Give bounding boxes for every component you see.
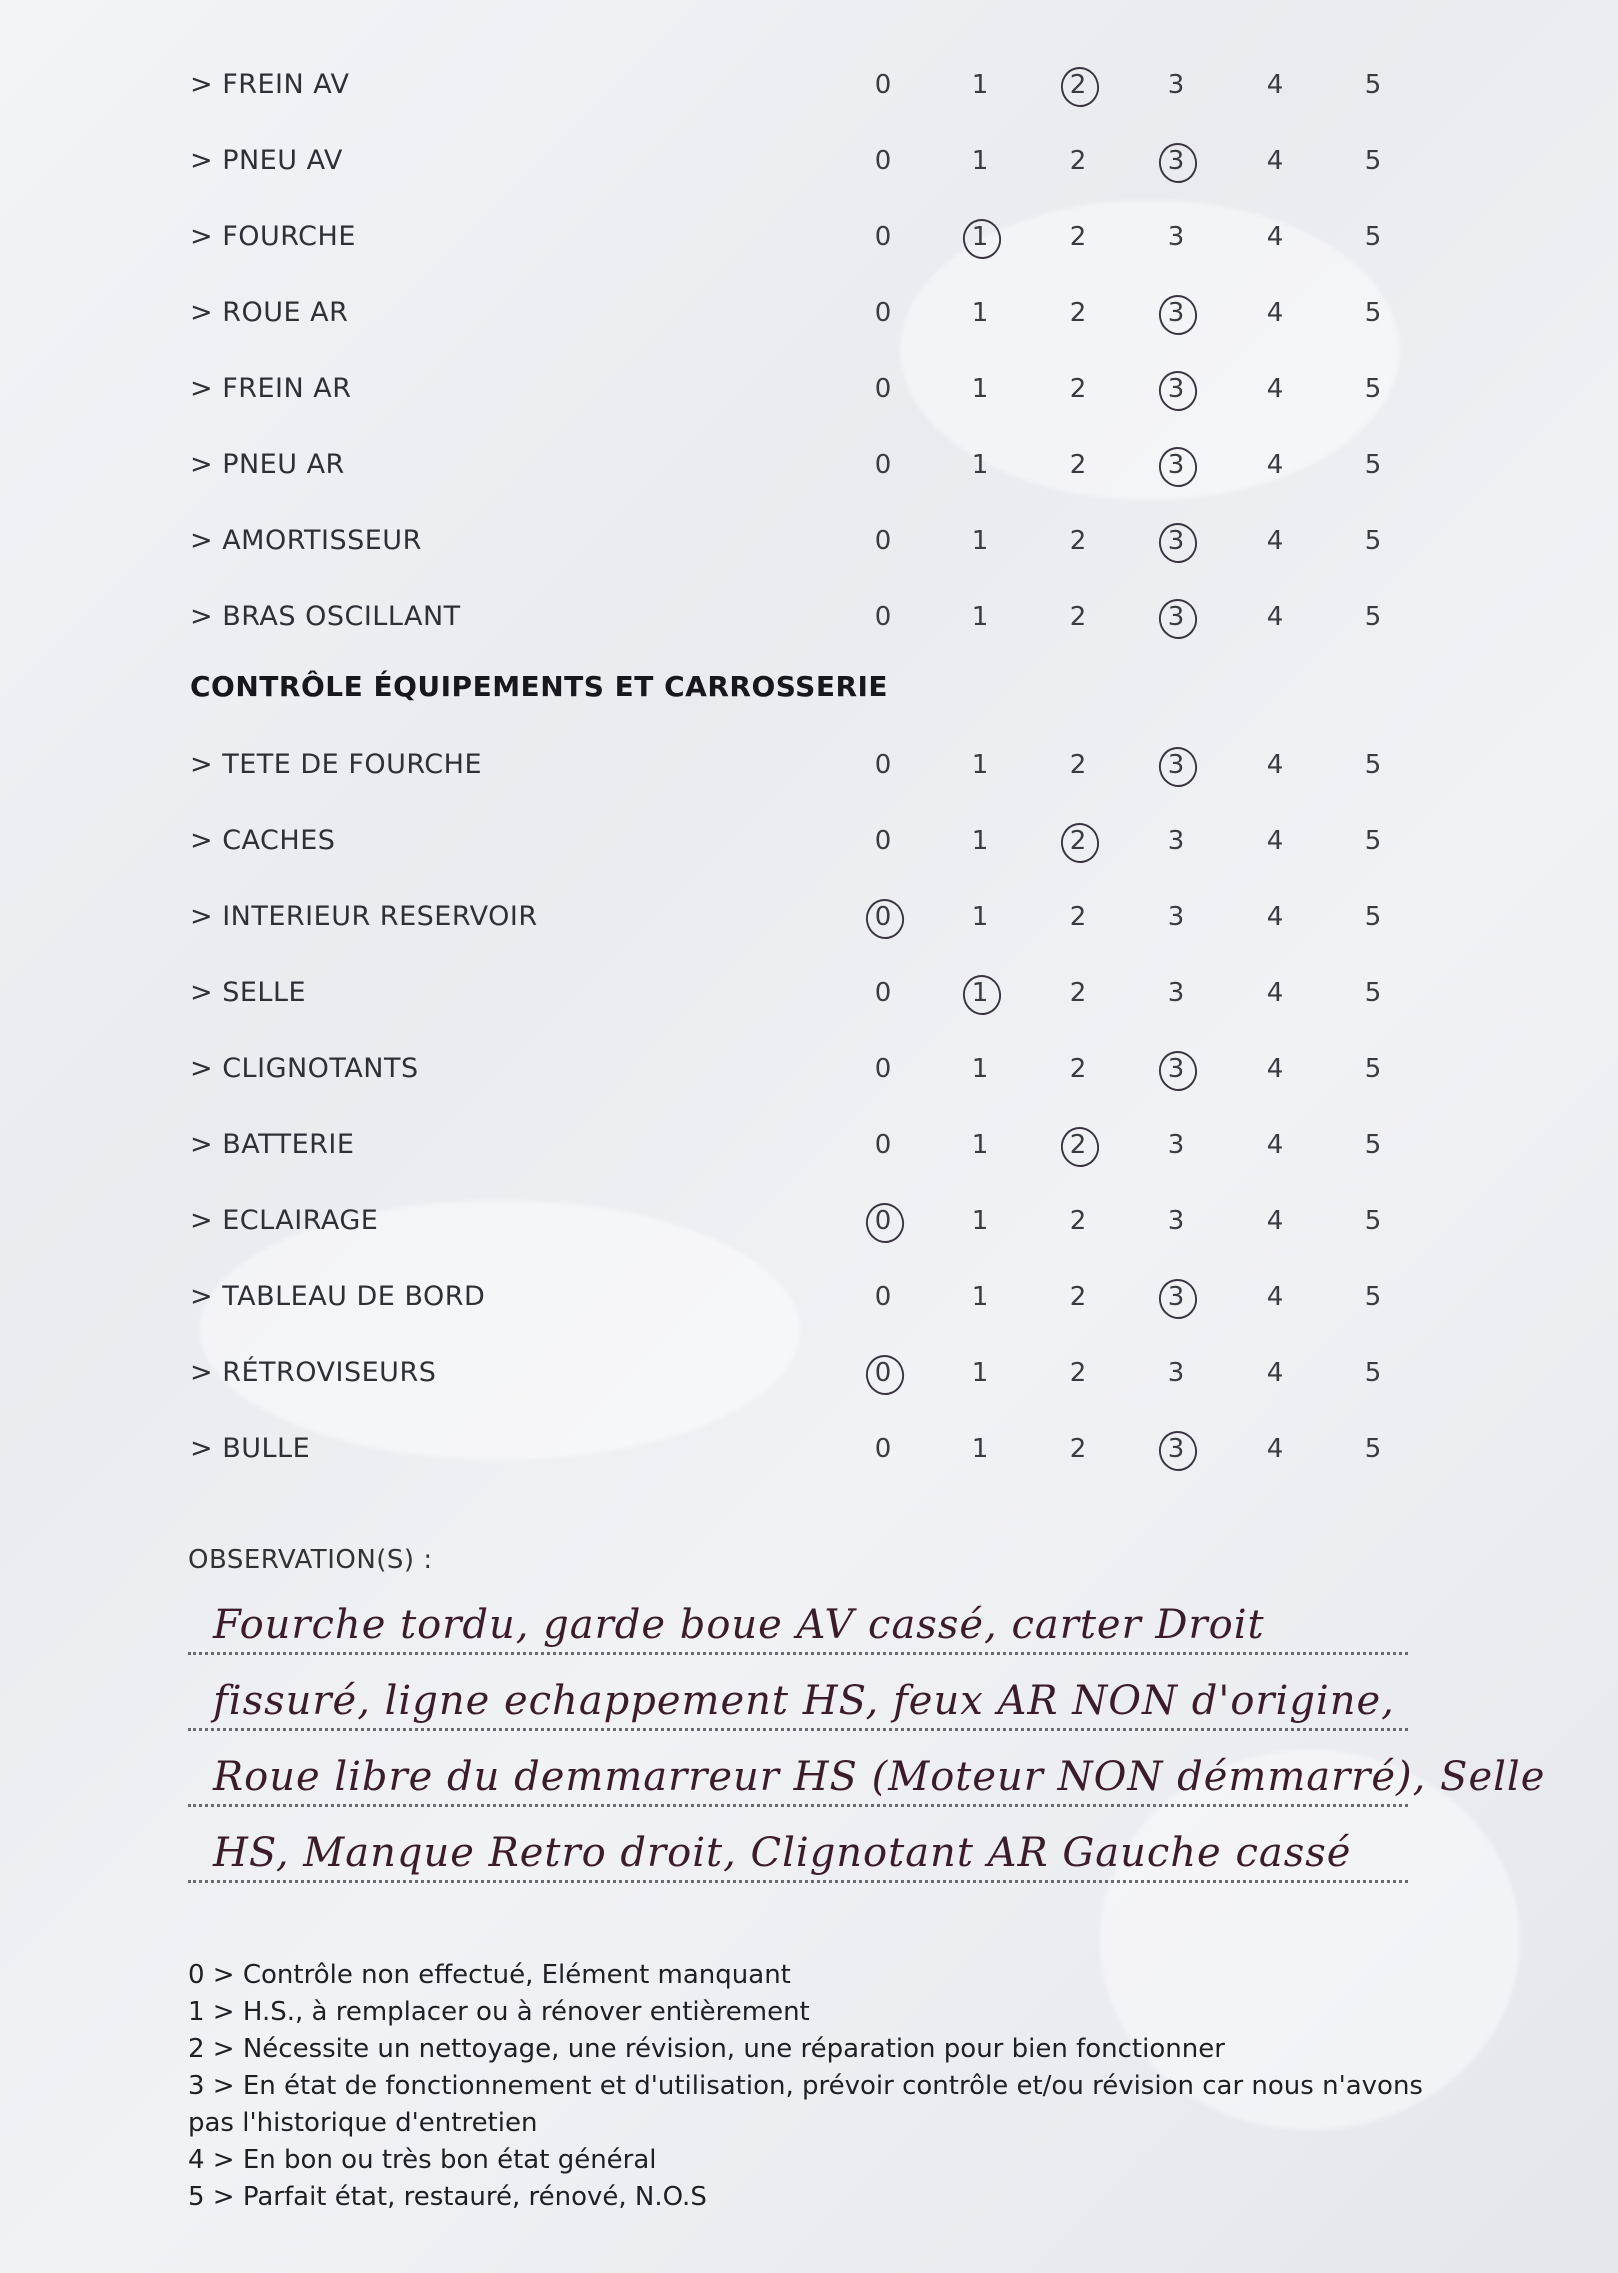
score-circled: 3: [1146, 1429, 1206, 1469]
item-label: > FOURCHE: [190, 221, 356, 252]
score-option: 1: [971, 1282, 989, 1312]
score-option: 0: [874, 602, 892, 632]
score-option: 5: [1364, 1358, 1382, 1388]
score-option: 3: [1167, 826, 1185, 856]
legend-item: 5 > Parfait état, restauré, rénové, N.O.S: [188, 2182, 707, 2212]
score-circled: 3: [1146, 293, 1206, 333]
score-option: 5: [1364, 1206, 1382, 1236]
score-option: 2: [1069, 146, 1087, 176]
score-option: 5: [1364, 374, 1382, 404]
score-option: 0: [874, 374, 892, 404]
score-option: 2: [1069, 526, 1087, 556]
checklist-row: [0, 1353, 1618, 1393]
score-option: 5: [1364, 1054, 1382, 1084]
score-option: 4: [1266, 146, 1284, 176]
score-circled: 0: [853, 1201, 913, 1241]
score-option: 4: [1266, 450, 1284, 480]
score-option: 4: [1266, 902, 1284, 932]
checklist-row: [0, 65, 1618, 105]
legend-item: 4 > En bon ou très bon état général: [188, 2145, 657, 2175]
observation-line: [188, 1580, 1408, 1655]
score-option: 0: [874, 1054, 892, 1084]
score-option: 0: [874, 978, 892, 1008]
score-option: 3: [1167, 1358, 1185, 1388]
score-option: 1: [971, 450, 989, 480]
score-option: 0: [874, 1282, 892, 1312]
score-option: 5: [1364, 1130, 1382, 1160]
score-option: 4: [1266, 70, 1284, 100]
score-option: 3: [1167, 978, 1185, 1008]
item-label: > BATTERIE: [190, 1129, 355, 1160]
score-option: 3: [1167, 1130, 1185, 1160]
score-option: 1: [971, 1054, 989, 1084]
score-option: 4: [1266, 222, 1284, 252]
score-option: 1: [971, 1358, 989, 1388]
score-option: 1: [971, 1434, 989, 1464]
checklist-row: [0, 897, 1618, 937]
score-circled: 1: [950, 217, 1010, 257]
score-option: 5: [1364, 70, 1382, 100]
score-option: 1: [971, 146, 989, 176]
observation-line: [188, 1732, 1546, 1807]
checklist-row: [0, 821, 1618, 861]
score-option: 5: [1364, 826, 1382, 856]
score-option: 5: [1364, 1434, 1382, 1464]
checklist-row: [0, 1277, 1618, 1317]
score-option: 1: [971, 374, 989, 404]
score-option: 4: [1266, 1206, 1284, 1236]
score-option: 4: [1266, 602, 1284, 632]
score-option: 1: [971, 902, 989, 932]
score-option: 0: [874, 1434, 892, 1464]
item-label: > BRAS OSCILLANT: [190, 601, 461, 632]
item-label: > AMORTISSEUR: [190, 525, 422, 556]
score-option: 5: [1364, 750, 1382, 780]
score-circled: 3: [1146, 597, 1206, 637]
score-option: 0: [874, 826, 892, 856]
score-option: 3: [1167, 70, 1185, 100]
score-option: 4: [1266, 826, 1284, 856]
checklist-row: [0, 293, 1618, 333]
score-option: 4: [1266, 1130, 1284, 1160]
item-label: > RÉTROVISEURS: [190, 1357, 437, 1388]
score-option: 1: [971, 1206, 989, 1236]
score-option: 2: [1069, 1206, 1087, 1236]
score-circled: 3: [1146, 1049, 1206, 1089]
score-circled: 3: [1146, 521, 1206, 561]
score-option: 3: [1167, 222, 1185, 252]
score-option: 3: [1167, 1206, 1185, 1236]
item-label: > PNEU AV: [190, 145, 343, 176]
score-option: 5: [1364, 526, 1382, 556]
score-option: 4: [1266, 750, 1284, 780]
score-option: 2: [1069, 374, 1087, 404]
score-option: 5: [1364, 146, 1382, 176]
checklist-row: [0, 141, 1618, 181]
score-option: 1: [971, 298, 989, 328]
checklist-row: [0, 521, 1618, 561]
observation-text: Fourche tordu, garde boue AV cassé, carter Droit: [213, 1602, 1265, 1648]
score-option: 2: [1069, 978, 1087, 1008]
observation-line: [188, 1808, 1408, 1883]
score-option: 1: [971, 826, 989, 856]
score-circled: 3: [1146, 445, 1206, 485]
score-option: 0: [874, 1130, 892, 1160]
score-option: 2: [1069, 1282, 1087, 1312]
score-option: 2: [1069, 1358, 1087, 1388]
item-label: > SELLE: [190, 977, 307, 1008]
item-label: > BULLE: [190, 1433, 311, 1464]
checklist-row: [0, 217, 1618, 257]
score-option: 5: [1364, 902, 1382, 932]
score-circled: 3: [1146, 1277, 1206, 1317]
legend-item: 0 > Contrôle non effectué, Elément manquant: [188, 1960, 791, 1990]
item-label: > ECLAIRAGE: [190, 1205, 379, 1236]
score-option: 5: [1364, 1282, 1382, 1312]
score-option: 2: [1069, 750, 1087, 780]
observations-label: OBSERVATION(S) :: [188, 1545, 433, 1575]
checklist-row: [0, 369, 1618, 409]
checklist-row: [0, 1201, 1618, 1241]
score-option: 4: [1266, 298, 1284, 328]
score-option: 5: [1364, 222, 1382, 252]
legend-item: 3 > En état de fonctionnement et d'utilisation, prévoir contrôle et/ou révision car nous n'avons pas l'historique d'entretien: [188, 2071, 1423, 2138]
item-label: > PNEU AR: [190, 449, 345, 480]
score-option: 4: [1266, 1054, 1284, 1084]
item-label: > TETE DE FOURCHE: [190, 749, 482, 780]
item-label: > FREIN AV: [190, 69, 350, 100]
item-label: > ROUE AR: [190, 297, 349, 328]
score-option: 2: [1069, 298, 1087, 328]
score-circled: 0: [853, 1353, 913, 1393]
score-option: 1: [971, 526, 989, 556]
legend-item: 1 > H.S., à remplacer ou à rénover entièrement: [188, 1997, 810, 2027]
score-option: 2: [1069, 902, 1087, 932]
score-option: 0: [874, 222, 892, 252]
score-option: 1: [971, 70, 989, 100]
score-option: 4: [1266, 1358, 1284, 1388]
score-circled: 3: [1146, 141, 1206, 181]
score-option: 4: [1266, 1434, 1284, 1464]
score-option: 0: [874, 750, 892, 780]
item-label: > TABLEAU DE BORD: [190, 1281, 486, 1312]
score-circled: 2: [1048, 65, 1108, 105]
score-circled: 1: [950, 973, 1010, 1013]
score-circled: 3: [1146, 745, 1206, 785]
item-label: > CACHES: [190, 825, 336, 856]
observation-text: HS, Manque Retro droit, Clignotant AR Gauche cassé: [213, 1830, 1352, 1876]
legend-item: 2 > Nécessite un nettoyage, une révision, une réparation pour bien fonctionner: [188, 2034, 1225, 2064]
score-option: 5: [1364, 602, 1382, 632]
score-option: 0: [874, 526, 892, 556]
section-title: CONTRÔLE ÉQUIPEMENTS ET CARROSSERIE: [190, 670, 889, 703]
score-option: 5: [1364, 298, 1382, 328]
score-circled: 0: [853, 897, 913, 937]
checklist-row: [0, 745, 1618, 785]
checklist-row: [0, 1429, 1618, 1469]
score-option: 4: [1266, 1282, 1284, 1312]
item-label: > INTERIEUR RESERVOIR: [190, 901, 538, 932]
score-circled: 3: [1146, 369, 1206, 409]
score-circled: 2: [1048, 1125, 1108, 1165]
score-option: 2: [1069, 222, 1087, 252]
item-label: > CLIGNOTANTS: [190, 1053, 419, 1084]
observation-text: Roue libre du demmarreur HS (Moteur NON démmarré), Selle: [213, 1754, 1546, 1800]
score-option: 0: [874, 70, 892, 100]
score-option: 0: [874, 146, 892, 176]
score-option: 1: [971, 750, 989, 780]
score-option: 0: [874, 298, 892, 328]
score-option: 5: [1364, 978, 1382, 1008]
checklist-row: [0, 1049, 1618, 1089]
observation-line: [188, 1656, 1408, 1731]
checklist-row: [0, 1125, 1618, 1165]
score-option: 4: [1266, 978, 1284, 1008]
score-option: 2: [1069, 602, 1087, 632]
score-circled: 2: [1048, 821, 1108, 861]
score-option: 2: [1069, 1434, 1087, 1464]
score-option: 2: [1069, 1054, 1087, 1084]
checklist-row: [0, 973, 1618, 1013]
checklist-row: [0, 597, 1618, 637]
checklist-row: [0, 445, 1618, 485]
score-option: 4: [1266, 374, 1284, 404]
rating-legend: [188, 1957, 1428, 2216]
score-option: 5: [1364, 450, 1382, 480]
item-label: > FREIN AR: [190, 373, 352, 404]
score-option: 4: [1266, 526, 1284, 556]
observation-text: fissuré, ligne echappement HS, feux AR NON d'origine,: [213, 1678, 1395, 1724]
score-option: 2: [1069, 450, 1087, 480]
score-option: 0: [874, 450, 892, 480]
score-option: 3: [1167, 902, 1185, 932]
score-option: 1: [971, 602, 989, 632]
score-option: 1: [971, 1130, 989, 1160]
